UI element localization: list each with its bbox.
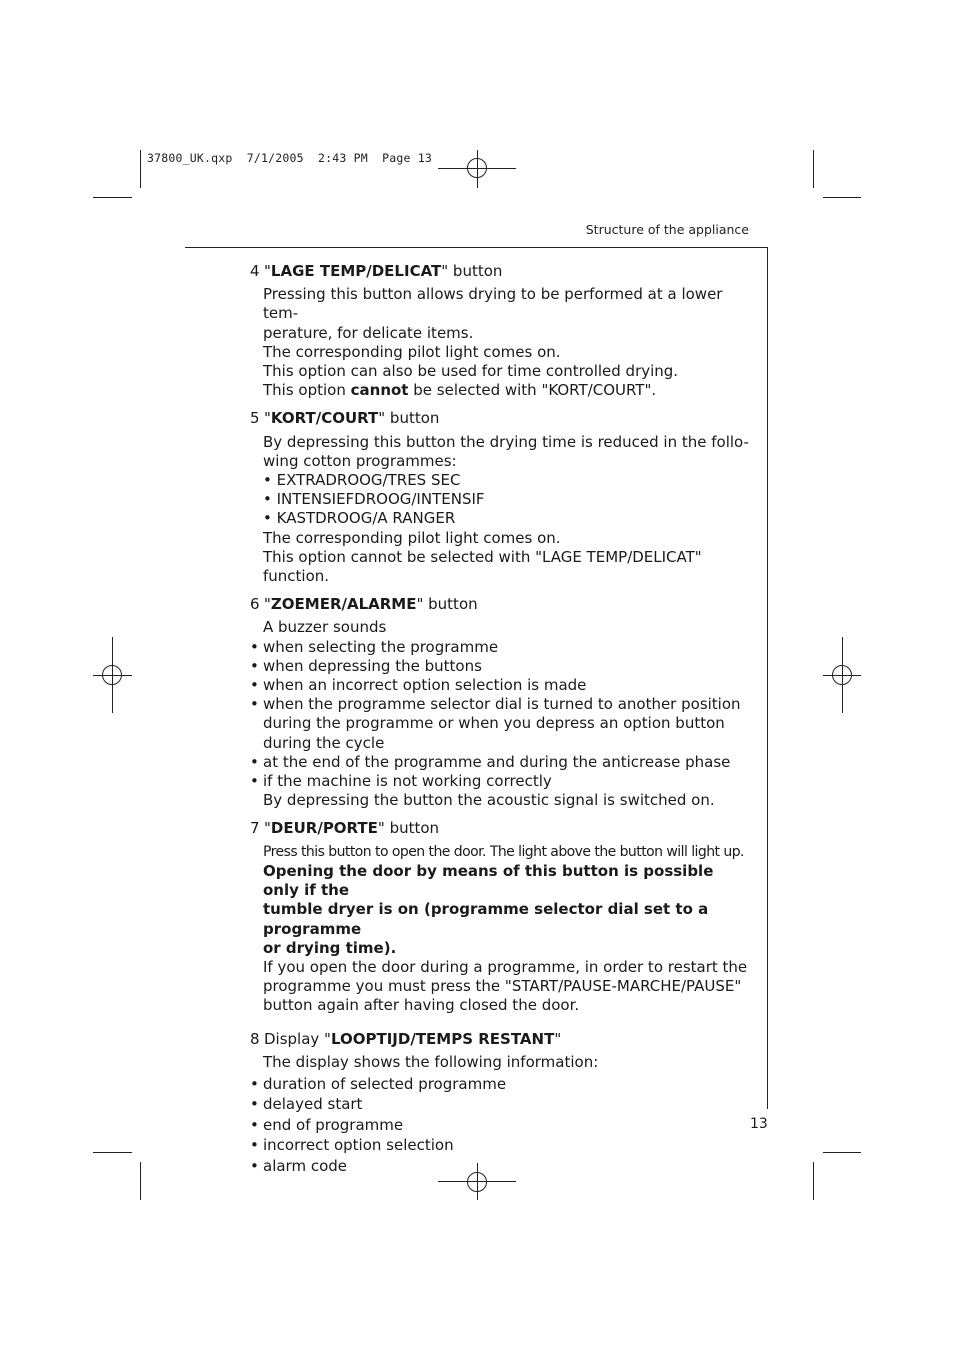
- text-line: Pressing this button allows drying to be performed at a lower tem-: [263, 285, 723, 323]
- crop-mark: [823, 197, 861, 198]
- page-content: [250, 262, 750, 1176]
- heading-prefix: ": [264, 819, 271, 838]
- button-name: LAGE TEMP/DELICAT: [270, 262, 442, 280]
- text-line: The corresponding pilot light comes on.: [263, 342, 561, 361]
- text-line: A buzzer sounds: [263, 618, 387, 637]
- heading-suffix: " button: [441, 262, 503, 280]
- section-heading: [250, 409, 750, 428]
- running-head: Structure of the appliance: [585, 222, 749, 237]
- text-line: perature, for delicate items.: [263, 323, 474, 342]
- list-item: • when an incorrect option selection is made: [250, 676, 750, 695]
- warning-line: Opening the door by means of this button is possible only if the: [263, 861, 714, 900]
- list-item: • KASTDROOG/A RANGER: [263, 509, 456, 528]
- text-fragment: during the cycle: [263, 733, 385, 752]
- crop-mark: [813, 1162, 814, 1200]
- section-heading: [250, 1030, 750, 1049]
- text-line: By depressing this button the drying time is reduced in the follo-: [263, 432, 749, 451]
- text-fragment: when the programme selector dial is turned to another position: [263, 695, 741, 714]
- text-line: If you open the door during a programme, in order to restart the: [263, 957, 748, 976]
- heading-suffix: " button: [378, 409, 440, 428]
- button-name: DEUR/PORTE: [270, 819, 378, 838]
- display-name: LOOPTIJD/TEMPS RESTANT: [330, 1029, 555, 1048]
- list-item: [250, 695, 750, 753]
- header-rule: [185, 247, 768, 248]
- crop-mark: [823, 1152, 861, 1153]
- list-item: • delayed start: [250, 1094, 750, 1115]
- text-fragment: during the programme or when you depress an option button: [263, 714, 725, 733]
- text-line: This option can also be used for time controlled drying.: [263, 362, 679, 381]
- text-line: The display shows the following information:: [263, 1052, 599, 1071]
- crop-mark: [93, 1152, 132, 1153]
- page-number: 13: [750, 1116, 768, 1132]
- bullet-list: [250, 1074, 750, 1177]
- section-7: [250, 819, 750, 1015]
- print-slug: 37800_UK.qxp 7/1/2005 2:43 PM Page 13: [147, 151, 432, 165]
- section-number: 4: [250, 262, 260, 280]
- list-item: • at the end of the programme and during the anticrease phase: [250, 753, 750, 772]
- list-item: • when selecting the programme: [250, 638, 750, 657]
- text-line: This option cannot be selected with "LAGE TEMP/DELICAT" function.: [263, 547, 702, 586]
- text-line: Press this button to open the door. The light above the button will light up.: [263, 843, 744, 860]
- button-name: ZOEMER/ALARME: [270, 595, 417, 614]
- text-line: By depressing the button the acoustic signal is switched on.: [263, 791, 715, 810]
- section-body: [250, 285, 750, 400]
- heading-prefix: ": [264, 409, 271, 428]
- list-item: • alarm code: [250, 1156, 750, 1177]
- section-6: [250, 595, 750, 810]
- list-item: • incorrect option selection: [250, 1135, 750, 1156]
- section-number: 6: [250, 595, 260, 614]
- list-item: • when depressing the buttons: [250, 657, 750, 676]
- bullet-list: [250, 638, 750, 792]
- text-line: [263, 381, 750, 400]
- warning-line: tumble dryer is on (programme selector dial set to a programme: [263, 900, 709, 938]
- section-number: 7: [250, 819, 260, 838]
- crop-mark: [813, 150, 814, 188]
- section-4: [250, 262, 750, 400]
- emphasis: cannot: [350, 381, 409, 400]
- heading-prefix: ": [264, 262, 271, 280]
- section-heading: [250, 262, 750, 281]
- section-body: [250, 843, 750, 1016]
- list-item: • INTENSIEFDROOG/INTENSIF: [263, 490, 485, 509]
- button-name: KORT/COURT: [270, 409, 379, 428]
- section-5: [250, 409, 750, 586]
- crop-mark: [140, 150, 141, 188]
- section-heading: [250, 595, 750, 614]
- warning-line: or drying time).: [263, 938, 397, 957]
- list-item: • EXTRADROOG/TRES SEC: [263, 471, 461, 490]
- section-heading: [250, 819, 750, 838]
- text-line: wing cotton programmes:: [263, 451, 457, 470]
- text-line: The corresponding pilot light comes on.: [263, 528, 561, 547]
- heading-prefix: Display ": [264, 1029, 331, 1048]
- heading-suffix: " button: [377, 819, 440, 838]
- text-line: button again after having closed the door.: [263, 996, 580, 1015]
- section-number: 8: [250, 1029, 260, 1048]
- heading-suffix: ": [554, 1029, 562, 1048]
- text-fragment: be selected with "KORT/COURT".: [408, 381, 657, 400]
- crop-mark: [93, 197, 132, 198]
- list-item: • duration of selected programme: [250, 1074, 750, 1095]
- section-body: [250, 433, 750, 587]
- heading-suffix: " button: [416, 595, 478, 614]
- text-fragment: This option: [263, 381, 351, 400]
- crop-mark: [140, 1162, 141, 1200]
- margin-rule: [767, 247, 768, 1109]
- text-line: programme you must press the "START/PAUSE-MARCHE/PAUSE": [263, 977, 742, 996]
- heading-prefix: ": [264, 595, 271, 614]
- list-item: • end of programme: [250, 1115, 750, 1136]
- section-number: 5: [250, 409, 260, 428]
- section-8: [250, 1030, 750, 1177]
- list-item: • if the machine is not working correctly: [250, 772, 750, 791]
